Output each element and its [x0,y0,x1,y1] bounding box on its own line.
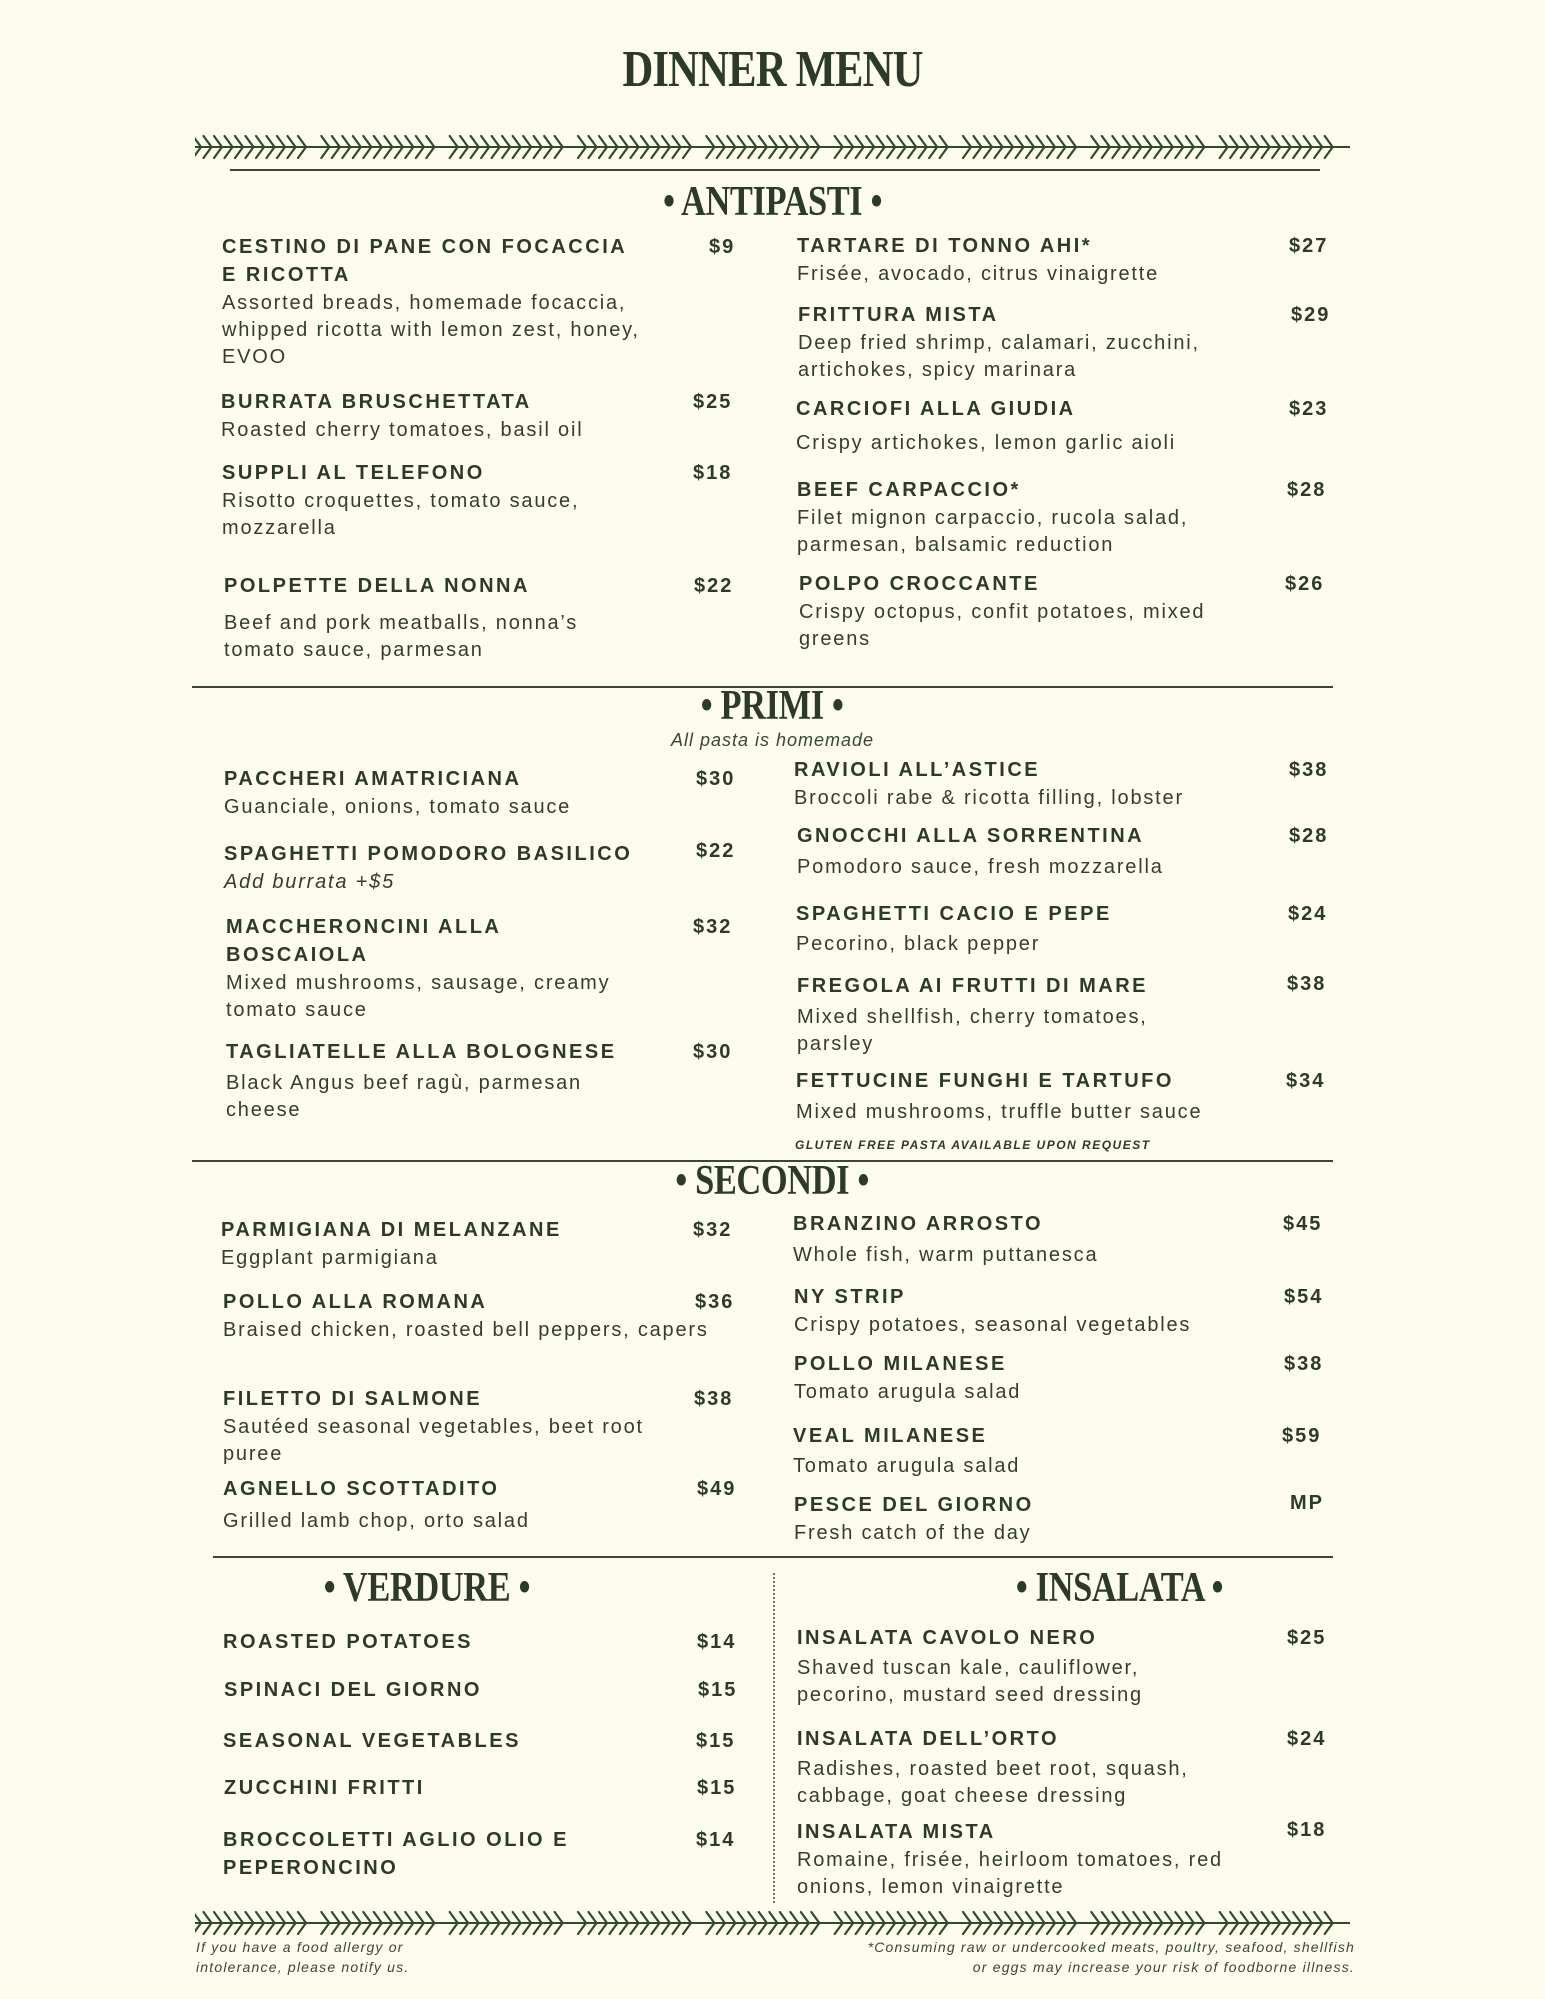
vine-divider-top [195,130,1350,164]
menu-item: SPAGHETTI POMODORO BASILICO $22 Add burrata +$5 [224,840,736,893]
menu-item: BEEF CARPACCIO* $28 Filet mignon carpaccio, rucola salad, parmesan, balsamic reduction [797,479,1327,556]
section-title-antipasti: • ANTIPASTI • [662,179,883,225]
menu-item: MACCHERONCINI ALLA BOSCAIOLA $32 Mixed mushrooms, sausage, creamy tomato sauce [226,916,733,1021]
menu-item: POLPETTE DELLA NONNA $22 Beef and pork meatballs, nonna’s tomato sauce, parmesan [224,575,734,661]
menu-item: FREGOLA AI FRUTTI DI MARE $38 Mixed shellfish, cherry tomatoes, parsley [797,973,1327,1055]
menu-item: AGNELLO SCOTTADITO $49 Grilled lamb chop, orto salad [223,1478,737,1532]
menu-item: PACCHERI AMATRICIANA $30 Guanciale, onions, tomato sauce [224,768,736,818]
menu-item: SEASONAL VEGETABLES $15 [223,1730,736,1752]
menu-item: POLLO ALLA ROMANA $36 Braised chicken, roasted bell peppers, capers [223,1291,735,1341]
column-divider [773,1573,775,1903]
menu-item: INSALATA CAVOLO NERO $25 Shaved tuscan kale, cauliflower, pecorino, mustard seed dressing [797,1627,1327,1706]
menu-item: CARCIOFI ALLA GIUDIA $23 Crispy artichokes, lemon garlic aioli [796,398,1329,454]
vine-divider-bottom [195,1906,1350,1940]
menu-item: BROCCOLETTI AGLIO OLIO E PEPERONCINO $14 [223,1829,736,1879]
menu-item: BRANZINO ARROSTO $45 Whole fish, warm puttanesca [793,1213,1323,1266]
section-title-primi: • PRIMI • [701,683,844,729]
menu-item: BURRATA BRUSCHETTATA $25 Roasted cherry tomatoes, basil oil [221,391,733,441]
menu-item: SUPPLI AL TELEFONO $18 Risotto croquettes, tomato sauce, mozzarella [222,462,733,539]
menu-title: DINNER MENU [622,41,923,98]
gluten-free-note: GLUTEN FREE PASTA AVAILABLE UPON REQUEST [795,1138,1151,1152]
consumption-warning: *Consuming raw or undercooked meats, poultry, seafood, shellfish or eggs may increase your risk of foodborne illness. [867,1939,1355,1975]
menu-item: FRITTURA MISTA $29 Deep fried shrimp, calamari, zucchini, artichokes, spicy marinara [798,304,1331,381]
menu-item: FILETTO DI SALMONE $38 Sautéed seasonal vegetables, beet root puree [223,1388,734,1465]
menu-item: PESCE DEL GIORNO MP Fresh catch of the day [794,1492,1324,1544]
menu-item: CESTINO DI PANE CON FOCACCIA E RICOTTA $9 Assorted breads, homemade focaccia, whipped ricotta with lemon zest, honey, EVOO [222,236,736,368]
menu-item: NY STRIP $54 Crispy potatoes, seasonal vegetables [794,1286,1324,1336]
section-title-insalata: • INSALATA • [1015,1565,1223,1611]
menu-item: ROASTED POTATOES $14 [223,1631,737,1653]
primi-note: All pasta is homemade [670,730,875,750]
menu-item: INSALATA DELL’ORTO $24 Radishes, roasted beet root, squash, cabbage, goat cheese dressing [797,1728,1327,1807]
menu-item: SPINACI DEL GIORNO $15 [224,1679,738,1701]
menu-item: FETTUCINE FUNGHI E TARTUFO $34 Mixed mushrooms, truffle butter sauce [796,1070,1326,1123]
section-title-secondi: • SECONDI • [675,1158,870,1204]
menu-item: INSALATA MISTA $18 Romaine, frisée, heirloom tomatoes, red onions, lemon vinaigrette [797,1819,1327,1898]
menu-item: POLLO MILANESE $38 Tomato arugula salad [794,1353,1324,1403]
menu-item: TARTARE DI TONNO AHI* $27 Frisée, avocado, citrus vinaigrette [797,235,1329,285]
menu-item: POLPO CROCCANTE $26 Crispy octopus, confit potatoes, mixed greens [799,573,1325,650]
menu-item: RAVIOLI ALL’ASTICE $38 Broccoli rabe & ricotta filling, lobster [794,759,1329,809]
divider [213,1556,1333,1558]
divider [230,169,1320,171]
menu-item: GNOCCHI ALLA SORRENTINA $28 Pomodoro sauce, fresh mozzarella [797,825,1329,878]
menu-item: TAGLIATELLE ALLA BOLOGNESE $30 Black Angus beef ragù, parmesan cheese [226,1041,733,1121]
menu-item: PARMIGIANA DI MELANZANE $32 Eggplant parmigiana [221,1219,733,1269]
menu-item: VEAL MILANESE $59 Tomato arugula salad [793,1425,1322,1477]
allergy-notice: If you have a food allergy or intolerance, please notify us. [196,1939,410,1975]
menu-item: ZUCCHINI FRITTI $15 [224,1777,737,1799]
menu-item: SPAGHETTI CACIO E PEPE $24 Pecorino, black pepper [796,903,1328,955]
section-title-verdure: • VERDURE • [323,1565,530,1611]
